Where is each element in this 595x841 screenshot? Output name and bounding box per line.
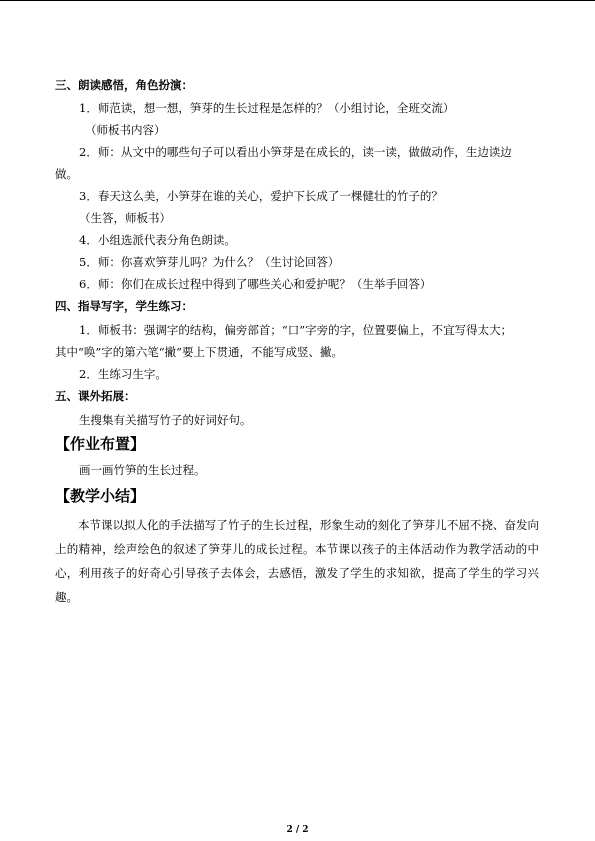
- section-3-item-3-note: （生答，师板书）: [79, 211, 171, 225]
- section-3-heading: 三、朗读感悟，角色扮演：: [55, 78, 193, 92]
- section-3-item-1: 1．师范读，想一想，笋芽的生长过程是怎样的？（小组讨论，全班交流）: [79, 101, 455, 115]
- summary-title: 【教学小结】: [55, 487, 146, 505]
- section-4-item-1-continued: 其中“唤”字的第六笔“撇”要上下贯通，不能写成竖、撇。: [55, 345, 344, 359]
- section-4-item-1: 1．师板书：强调字的结构，偏旁部首；“口”字旁的字，位置要偏上，不宜写得太大；: [79, 323, 513, 337]
- homework-text: 画一画竹笋的生长过程。: [79, 463, 206, 477]
- section-4-heading: 四、指导写字，学生练习：: [55, 299, 193, 313]
- header-rule: [0, 0, 595, 1]
- section-5-text: 生搜集有关描写竹子的好词好句。: [79, 413, 252, 427]
- summary-paragraph: 本节课以拟人化的手法描写了竹子的生长过程，形象生动的刻化了笋芽儿不屈不挠、奋发向上的精神，绘声绘色的叙述了笋芽儿的成长过程。本节课以孩子的主体活动作为教学活动的中心，利用孩子的好奇心引导孩子去体会，去感悟，激发了学生的求知欲，提高了学生的学习兴趣。: [55, 518, 539, 604]
- section-3-item-2-continued: 做。: [55, 167, 78, 181]
- section-3-item-4: 4．小组选派代表分角色朗读。: [79, 233, 236, 247]
- section-3-item-3: 3．春天这么美，小笋芽在谁的关心，爱护下长成了一棵健壮的竹子的？: [79, 189, 443, 203]
- section-5-heading: 五、课外拓展：: [55, 389, 136, 403]
- page-number: 2 / 2: [286, 825, 309, 835]
- section-3-item-2: 2．师：从文中的哪些句子可以看出小笋芽是在成长的，读一读，做做动作，生边读边: [79, 145, 512, 159]
- homework-title: 【作业布置】: [55, 435, 146, 453]
- section-3-item-6: 6．师：你们在成长过程中得到了哪些关心和爱护呢？（生举手回答）: [79, 277, 432, 291]
- document-body: [55, 78, 539, 609]
- section-3-item-5: 5．师：你喜欢笋芽儿吗？为什么？（生讨论回答）: [79, 255, 340, 269]
- section-4-item-2: 2．生练习生字。: [79, 367, 167, 381]
- section-3-item-1-note: （师板书内容）: [85, 123, 166, 137]
